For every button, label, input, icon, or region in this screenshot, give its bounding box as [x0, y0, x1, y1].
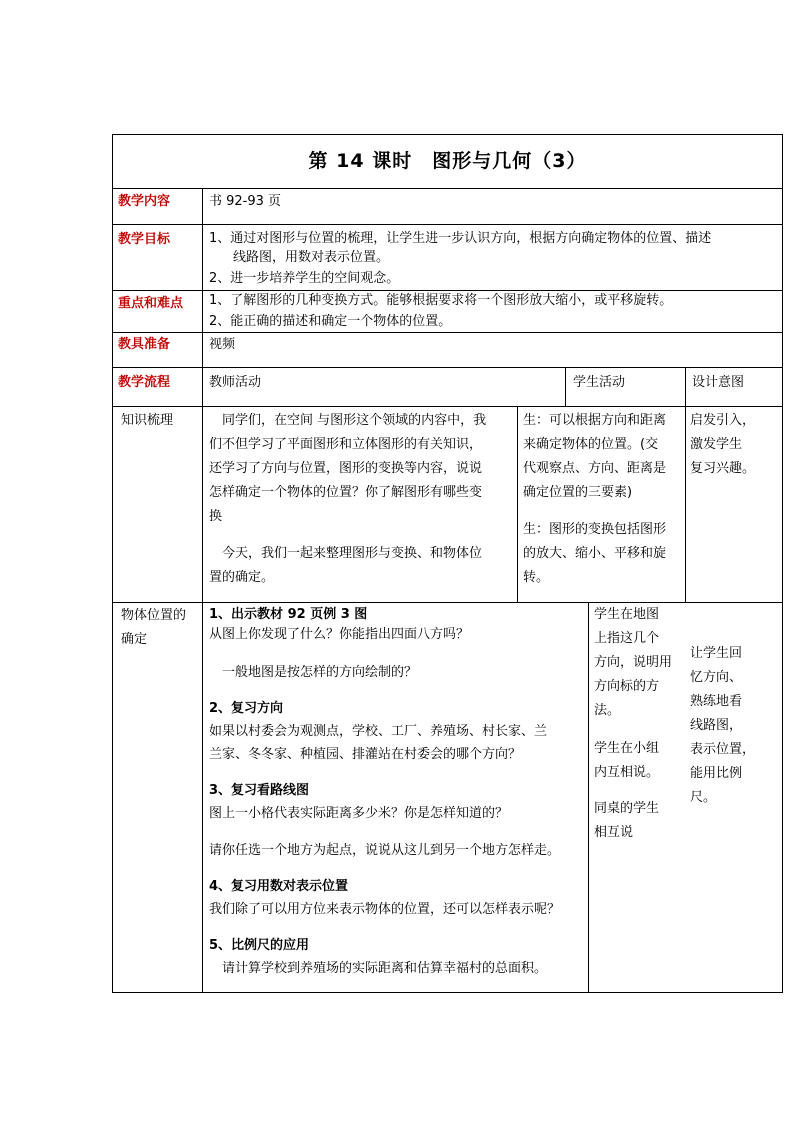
knowledge-design-line: 启发引入，	[690, 413, 756, 428]
row-label-goals: 教学目标	[118, 232, 171, 247]
position-teacher-line: 请你任选一个地方为起点，说说从这儿到另一个地方怎样走。	[209, 843, 561, 858]
row-divider	[112, 188, 783, 189]
row-label-knowledge: 知识梳理	[121, 413, 174, 428]
position-teacher-heading: 1、出示教材 92 页例 3 图	[209, 607, 368, 622]
goal-item: 线路图，用数对表示位置。	[233, 250, 390, 265]
position-student-line: 相互说	[594, 825, 634, 840]
position-teacher-line: 如果以村委会为观测点，学校、工厂、养殖场、村长家、兰	[209, 724, 548, 739]
position-design-line: 让学生回	[690, 646, 743, 661]
position-student-line: 学生在小组	[594, 741, 660, 756]
knowledge-teacher-line: 今天，我们一起来整理图形与变换、和物体位	[209, 546, 483, 561]
knowledge-teacher-line: 怎样确定一个物体的位置？你了解图形有哪些变	[209, 485, 483, 500]
position-student-line: 同桌的学生	[594, 801, 660, 816]
row-label-flow: 教学流程	[118, 375, 171, 390]
position-student-line: 方向，说明用	[594, 655, 673, 670]
position-student-line: 方向标的方	[594, 679, 660, 694]
row-label-position: 确定	[121, 632, 148, 647]
row-label-position: 物体位置的	[121, 608, 187, 623]
position-design-line: 熟练地看	[690, 694, 743, 709]
position-design-line: 能用比例	[690, 766, 743, 781]
knowledge-teacher-line: 还学习了方向与位置，图形的变换等内容，说说	[209, 461, 483, 476]
position-teacher-line: 一般地图是按怎样的方向绘制的？	[209, 665, 418, 680]
position-teacher-line: 从图上你发现了什么？你能指出四面八方吗？	[209, 627, 470, 642]
table-border-left	[112, 134, 113, 993]
position-student-line: 上指这几个	[594, 631, 660, 646]
knowledge-student-line: 代观察点、方向、距离是	[523, 461, 667, 476]
knowledge-design-line: 激发学生	[690, 437, 743, 452]
position-student-line: 法。	[594, 703, 621, 718]
row-divider	[112, 224, 783, 225]
column-divider	[588, 602, 589, 993]
header-student: 学生活动	[573, 375, 626, 390]
knowledge-teacher-line: 换	[209, 509, 223, 524]
row-value-tools: 视频	[209, 337, 236, 352]
knowledge-design-line: 复习兴趣。	[690, 461, 756, 476]
knowledge-student-line: 转。	[523, 570, 550, 585]
position-teacher-heading: 5、比例尺的应用	[209, 938, 310, 953]
position-design-line: 表示位置，	[690, 742, 756, 757]
row-label-key: 重点和难点	[118, 296, 184, 311]
knowledge-teacher-line: 们不但学习了平面图形和立体图形的有关知识，	[209, 437, 483, 452]
position-student-line: 学生在地图	[594, 607, 660, 622]
column-divider	[517, 406, 518, 602]
knowledge-student-line: 生：图形的变换包括图形	[523, 522, 667, 537]
knowledge-student-line: 生：可以根据方向和距离	[523, 413, 667, 428]
row-value-content: 书 92-93 页	[209, 194, 282, 209]
lesson-plan-table	[112, 134, 783, 993]
knowledge-student-line: 确定位置的三要素)	[523, 485, 633, 500]
header-teacher: 教师活动	[209, 375, 262, 390]
goal-item: 2、进一步培养学生的空间观念。	[209, 271, 400, 286]
knowledge-student-line: 的放大、缩小、平移和旋	[523, 546, 667, 561]
position-teacher-heading: 2、复习方向	[209, 701, 284, 716]
key-item: 1、了解图形的几种变换方式。能够根据要求将一个图形放大缩小，或平移旋转。	[209, 293, 673, 308]
key-item: 2、能正确的描述和确定一个物体的位置。	[209, 314, 452, 329]
position-teacher-line: 图上一小格代表实际距离多少米？你是怎样知道的？	[209, 806, 509, 821]
goal-item: 1、通过对图形与位置的梳理，让学生进一步认识方向，根据方向确定物体的位置、描述	[209, 231, 712, 246]
knowledge-student-line: 来确定物体的位置。(交	[523, 437, 659, 452]
table-border-bottom	[112, 992, 783, 993]
position-design-line: 忆方向、	[690, 670, 743, 685]
header-design: 设计意图	[692, 375, 745, 390]
position-design-line: 尺。	[690, 790, 717, 805]
table-border-right	[782, 134, 783, 993]
knowledge-teacher-line: 同学们，在空间 与图形这个领域的内容中，我	[209, 413, 487, 428]
position-design-line: 线路图，	[690, 718, 743, 733]
column-divider	[685, 367, 686, 603]
position-teacher-line: 兰家、冬冬家、种植园、排灌站在村委会的哪个方向？	[209, 747, 522, 762]
row-label-tools: 教具准备	[118, 337, 171, 352]
position-teacher-heading: 4、复习用数对表示位置	[209, 879, 349, 894]
position-teacher-heading: 3、复习看路线图	[209, 783, 310, 798]
position-teacher-line: 我们除了可以用方位来表示物体的位置，还可以怎样表示呢？	[209, 902, 561, 917]
column-divider	[565, 367, 566, 406]
row-divider	[112, 406, 783, 407]
label-column-divider	[202, 188, 203, 993]
page-title: 第 14 课时 图形与几何（3）	[308, 150, 587, 172]
row-label-content: 教学内容	[118, 194, 171, 209]
table-border-top	[112, 134, 783, 135]
position-student-line: 内互相说。	[594, 765, 660, 780]
row-divider	[112, 367, 783, 368]
knowledge-teacher-line: 置的确定。	[209, 570, 275, 585]
position-teacher-line: 请计算学校到养殖场的实际距离和估算幸福村的总面积。	[209, 961, 548, 976]
